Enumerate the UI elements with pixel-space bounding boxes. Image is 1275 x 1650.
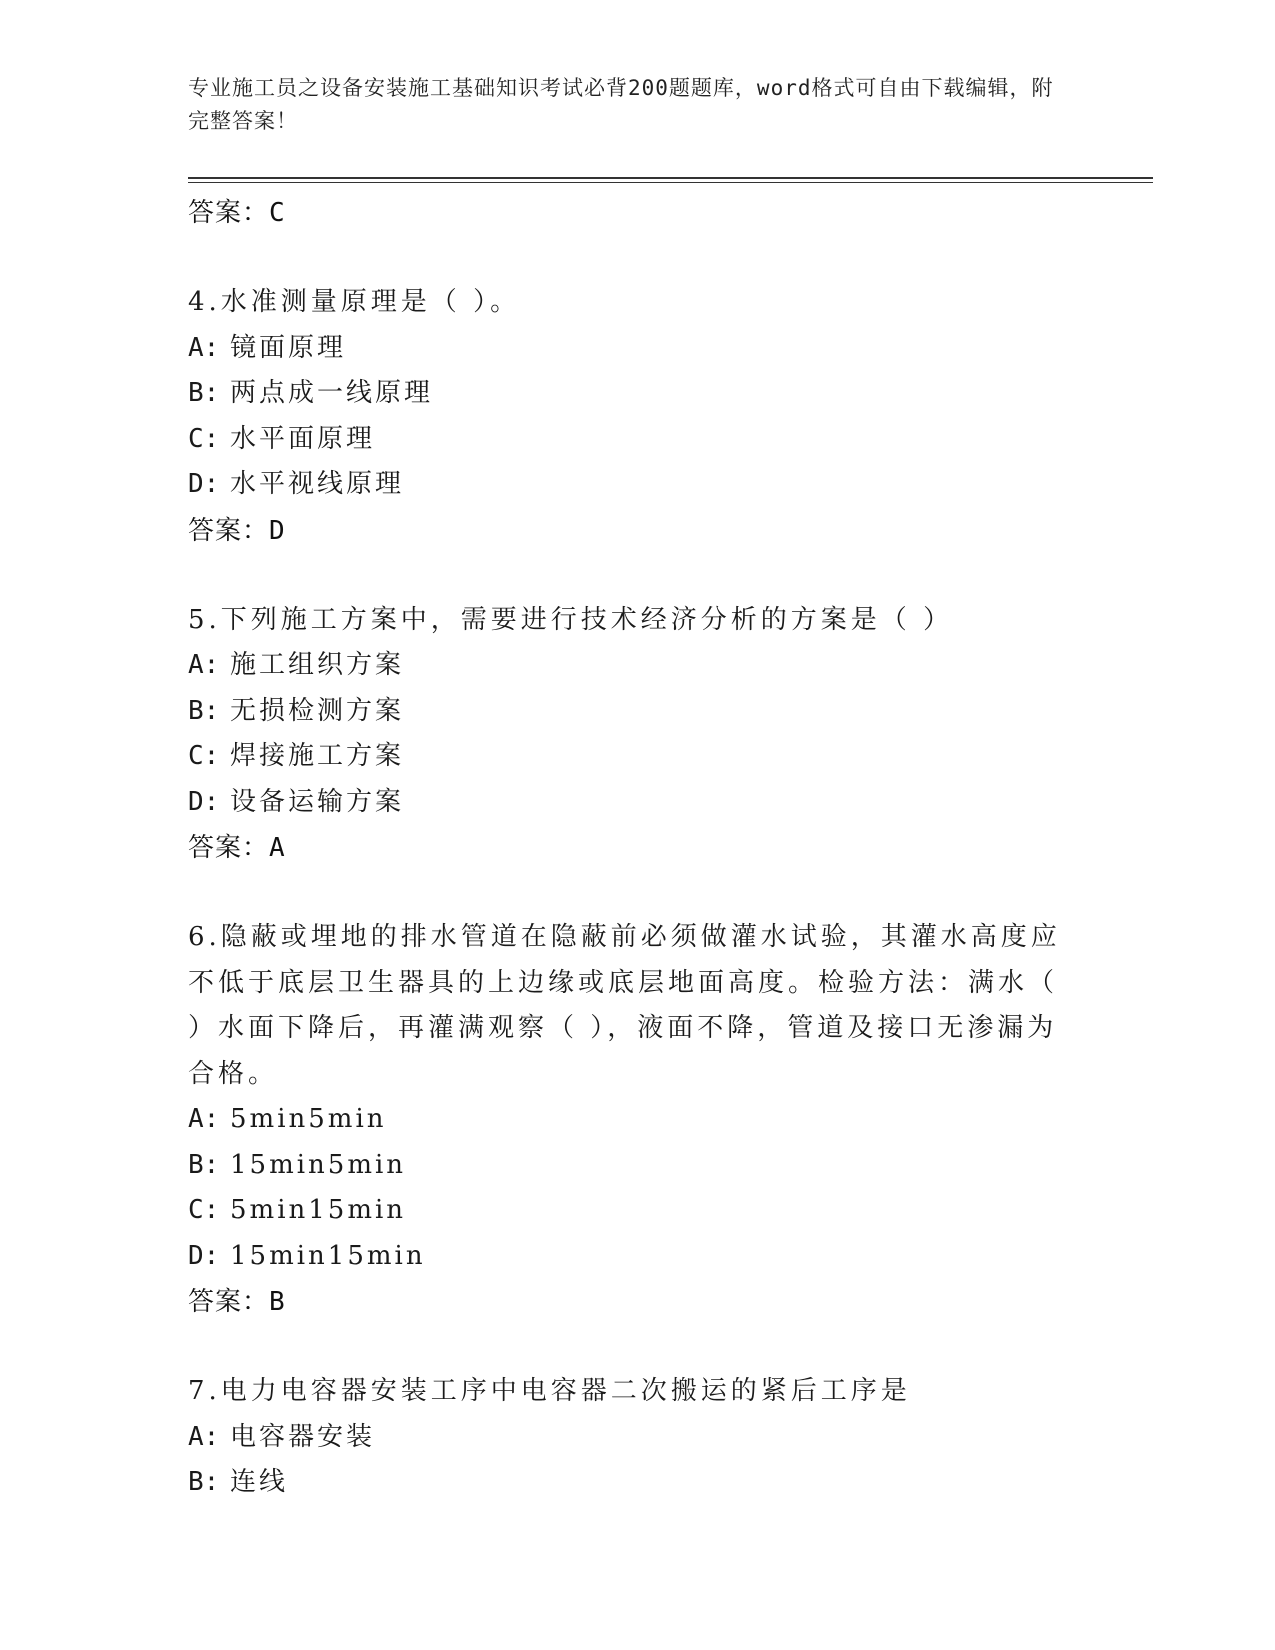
option-key: D: xyxy=(188,469,220,499)
answer-option xyxy=(188,734,1078,780)
option-text: 焊接施工方案 xyxy=(230,741,405,771)
answer-value: C xyxy=(269,198,286,228)
option-text: 水平视线原理 xyxy=(230,469,405,499)
option-text: 连线 xyxy=(230,1467,289,1497)
option-text: 两点成一线原理 xyxy=(230,378,434,408)
answer-option xyxy=(188,1415,1078,1461)
question-block xyxy=(188,280,1078,554)
option-key: D: xyxy=(188,1240,220,1271)
option-key: D: xyxy=(188,786,220,817)
option-key: B: xyxy=(188,695,220,726)
answer-option xyxy=(188,1234,1078,1280)
answer-label: 答案： xyxy=(188,1287,270,1317)
option-key: C: xyxy=(188,423,220,454)
option-text: 设备运输方案 xyxy=(230,786,405,817)
answer-option xyxy=(188,780,1078,826)
answer-option xyxy=(188,1188,1078,1234)
question-text: 4.水准测量原理是（ ）。 xyxy=(188,287,521,317)
header-divider-thin xyxy=(188,182,1153,183)
answer-option xyxy=(188,643,1078,689)
option-text: 5min15min xyxy=(230,1195,407,1225)
question-block xyxy=(188,598,1078,872)
question-block xyxy=(188,915,1078,1325)
answer-option xyxy=(188,462,1078,508)
answer-option xyxy=(188,326,1078,372)
question-block xyxy=(188,1369,1078,1506)
option-key: A: xyxy=(188,332,220,363)
answer-line xyxy=(188,508,1078,554)
answer-label: 答案： xyxy=(188,833,270,863)
answer-option xyxy=(188,417,1078,463)
answer-option xyxy=(188,1097,1078,1143)
answer-option xyxy=(188,1460,1078,1506)
option-text: 15min5min xyxy=(230,1149,407,1180)
answer-option xyxy=(188,371,1078,417)
option-text: 电容器安装 xyxy=(230,1421,376,1452)
option-key: B: xyxy=(188,1149,220,1180)
answer-option xyxy=(188,1143,1078,1189)
answer-value: A xyxy=(269,833,286,863)
option-text: 15min15min xyxy=(230,1240,426,1271)
option-key: A: xyxy=(188,1104,220,1134)
option-key: B: xyxy=(188,1467,220,1497)
question-text: 5.下列施工方案中，需要进行技术经济分析的方案是（ ） xyxy=(188,604,954,635)
answer-line xyxy=(188,825,1078,871)
option-text: 5min5min xyxy=(230,1104,387,1134)
question-text: 6.隐蔽或埋地的排水管道在隐蔽前必须做灌水试验，其灌水高度应不低于底层卫生器具的上边缘或底层地面高度。检验方法：满水（ ）水面下降后，再灌满观察（ ），液面不降，管道及接口无渗漏为合格。 xyxy=(188,922,1061,1089)
question-text: 7.电力电容器安装工序中电容器二次搬运的紧后工序是 xyxy=(188,1376,911,1406)
answer-label: 答案： xyxy=(188,515,270,546)
option-key: A: xyxy=(188,1421,220,1452)
question-list xyxy=(188,190,1078,1506)
document-header: 专业施工员之设备安装施工基础知识考试必背200题题库，word格式可自由下载编辑，附完整答案！ xyxy=(188,76,1054,133)
option-key: A: xyxy=(188,650,220,680)
answer-line xyxy=(188,190,1078,236)
option-text: 无损检测方案 xyxy=(230,695,405,726)
answer-value: B xyxy=(269,1287,286,1317)
option-key: C: xyxy=(188,1195,220,1225)
header-divider-thick xyxy=(188,177,1153,179)
option-key: B: xyxy=(188,378,220,408)
answer-line xyxy=(188,1279,1078,1325)
option-text: 施工组织方案 xyxy=(230,650,405,680)
option-text: 水平面原理 xyxy=(230,423,376,454)
option-key: C: xyxy=(188,741,220,771)
answer-option xyxy=(188,689,1078,735)
answer-value: D xyxy=(269,515,286,546)
answer-label: 答案： xyxy=(188,198,270,228)
option-text: 镜面原理 xyxy=(230,332,347,363)
